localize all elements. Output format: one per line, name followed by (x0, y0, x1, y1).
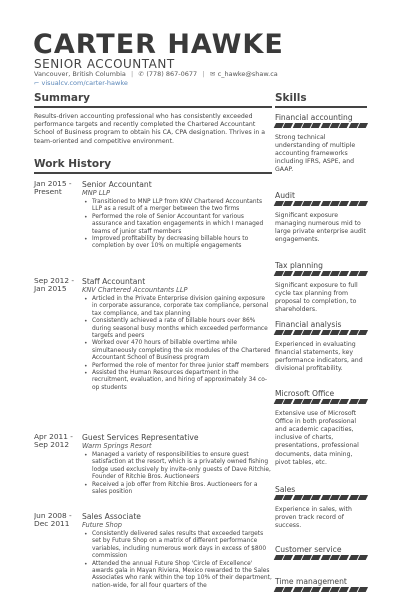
email-icon: ✉ (209, 70, 216, 78)
job-bullet: • Worked over 470 hours of billable overtime while simultaneously completing the six modules of the Chartered Accountant School of Business program (82, 340, 272, 362)
skills-rule (275, 106, 367, 108)
skill-level-segment (339, 123, 349, 128)
job-role: Guest Services Representative (82, 433, 199, 442)
skill-level-segment (358, 399, 368, 404)
job-bullet: • Consistently delivered sales results that exceeded targets set by Future Shop on a matrix of different performance variables, including numerous work days in excess of $800 commission (82, 531, 272, 561)
skill-level-segment (311, 330, 321, 335)
skill-level-segment (358, 123, 368, 128)
job-entry (34, 512, 276, 600)
job-bullet: • Consistently achieved a rate of billable hours over 86% during seasonal busy months which exceeded performance targets and peers (82, 318, 272, 340)
job-entry (34, 180, 276, 270)
summary-rule (34, 106, 272, 108)
skill-level-segment (311, 555, 321, 560)
summary-heading: Summary (34, 92, 91, 104)
separator: | (131, 70, 134, 78)
skill-description: Significant exposure managing numerous mid to large private enterprise audit engagements. (275, 211, 366, 244)
phone-text: (778) 867-0677 (146, 70, 198, 78)
skill-description: Experience in sales, with proven track record of success. (275, 505, 352, 529)
skill-level-bar (275, 201, 367, 206)
job-bullet: • Received a job offer from Ritchie Bros. Auctioneers for a sales position (82, 482, 272, 497)
skill-level-segment (283, 399, 293, 404)
work-history-heading: Work History (34, 158, 112, 170)
skill-level-segment (283, 495, 293, 500)
skill-level-segment (311, 271, 321, 276)
skill-level-bar (275, 123, 367, 128)
job-company: MNP LLP (82, 189, 111, 197)
skill-level-bar (275, 495, 367, 500)
job-dates: Apr 2011 - Sep 2012 (34, 432, 73, 450)
skill-item (275, 113, 367, 175)
email-link[interactable]: c_hawke@shaw.ca (217, 70, 278, 78)
skill-level-segment (339, 587, 349, 592)
skill-item (275, 191, 367, 244)
skill-description: Experienced in evaluating financial statements, key performance indicators, and divisional profitability. (275, 340, 363, 373)
skill-level-segment (311, 399, 321, 404)
skill-level-segment (358, 201, 368, 206)
skill-item (275, 577, 367, 592)
phone-icon: ✆ (138, 70, 144, 78)
skill-item (275, 389, 367, 467)
job-bullets (82, 296, 272, 392)
skill-name: Microsoft Office (275, 389, 335, 398)
skill-level-bar (275, 330, 367, 335)
skill-level-segment (311, 123, 321, 128)
skills-heading: Skills (275, 92, 307, 104)
location-text: Vancouver, British Columbia (34, 70, 126, 78)
website-line (34, 79, 128, 87)
summary-text: Results-driven accounting professional who has consistently exceeded performance targets and recently completed the Chartered Accountant School of Business program to obtain his CA, CPA designation. Thrives in a team-oriented and competitive environment. (34, 113, 266, 145)
job-bullets (82, 531, 272, 590)
skill-level-bar (275, 555, 367, 560)
job-bullets (82, 199, 272, 251)
job-entry (34, 433, 276, 508)
skill-level-segment (358, 555, 368, 560)
skill-description: Strong technical understanding of multiple accounting frameworks including IFRS, ASPE, and GAAP. (275, 133, 356, 174)
contact-line (34, 70, 278, 78)
skill-description: Extensive use of Microsoft Office in both professional and academic capacities, inclusive of charts, presentations, professional documents, data mining, pivot tables, etc. (275, 409, 359, 466)
skill-name: Customer service (275, 545, 342, 554)
skill-name: Tax planning (275, 261, 323, 270)
skill-item (275, 485, 367, 530)
skill-name: Time management (275, 577, 347, 586)
skill-level-segment (339, 330, 349, 335)
job-role: Sales Associate (82, 512, 141, 521)
skill-level-segment (311, 495, 321, 500)
separator: | (202, 70, 205, 78)
candidate-name: CARTER HAWKE (33, 29, 284, 60)
job-bullet: • Managed a variety of responsibilities to ensure guest satisfaction at the resort, which is a privately owned fishing lodge used exclusively by invite-only guests of Dave Ritchie, Founder of Ritchie Bros. Auctioneers (82, 452, 272, 482)
work-history-rule (34, 172, 272, 174)
job-bullet: • Attended the annual Future Shop 'Circle of Excellence' awards gala in Mayan Riviera, Mexico rewarded to the Sales Associates who rank within the top 10% of their department, nation-wide, for all four quarters of the (82, 561, 272, 591)
skill-level-segment (358, 495, 368, 500)
skill-level-bar (275, 587, 367, 592)
link-icon: ⌐ (34, 79, 40, 87)
skill-name: Sales (275, 485, 296, 494)
job-bullet: • Performed the role of mentor for three junior staff members (82, 363, 272, 370)
skill-item (275, 261, 367, 314)
job-dates: Jan 2015 - Present (34, 179, 72, 197)
skill-level-segment (311, 587, 321, 592)
skill-description: Significant exposure to full cycle tax planning from proposal to completion, to shareholders. (275, 281, 358, 314)
job-role: Senior Accountant (82, 180, 152, 189)
skill-level-segment (283, 555, 293, 560)
skill-level-bar (275, 271, 367, 276)
skill-level-segment (311, 201, 321, 206)
skill-level-segment (358, 330, 368, 335)
job-bullet: • Assisted the Human Resources department in the recruitment, evaluation, and hiring of approximately 34 co-op students (82, 370, 272, 392)
skill-level-segment (339, 495, 349, 500)
job-company: Warm Springs Resort (82, 442, 152, 450)
job-company: KNV Chartered Accountants LLP (82, 286, 188, 294)
job-dates: Jun 2008 - Dec 2011 (34, 512, 72, 529)
skill-item (275, 545, 367, 560)
job-company: Future Shop (82, 521, 122, 529)
job-role: Staff Accountant (82, 277, 146, 286)
skill-level-segment (283, 123, 293, 128)
skill-level-bar (275, 399, 367, 404)
website-link[interactable]: visualcv.com/carter-hawke (41, 79, 128, 87)
skill-name: Audit (275, 191, 295, 200)
skill-level-segment (283, 201, 293, 206)
job-title: SENIOR ACCOUNTANT (34, 57, 175, 71)
skill-item (275, 320, 367, 373)
skill-level-segment (339, 399, 349, 404)
skill-level-segment (283, 587, 293, 592)
skill-level-segment (358, 587, 368, 592)
skill-level-segment (339, 555, 349, 560)
job-bullet: • Transitioned to MNP LLP from KNV Chartered Accountants LLP as a result of a merger between the two firms (82, 199, 272, 214)
skill-level-segment (339, 201, 349, 206)
skill-level-segment (358, 271, 368, 276)
skill-level-segment (283, 330, 293, 335)
job-dates: Sep 2012 - Jan 2015 (34, 276, 75, 294)
job-entry (34, 277, 276, 427)
job-bullet: • Improved profitability by decreasing billable hours to completion by over 10% on multiple engagements (82, 236, 272, 251)
job-bullet: • Articled in the Private Enterprise division gaining exposure in corporate assurance, corporate tax compliance, personal tax compliance, and tax planning (82, 296, 272, 318)
skill-level-segment (283, 271, 293, 276)
skill-level-segment (339, 271, 349, 276)
skill-name: Financial accounting (275, 113, 353, 122)
job-bullet: • Performed the role of Senior Accountant for various assurance and taxation engagements in which I managed teams of junior staff members (82, 214, 272, 236)
job-bullets (82, 452, 272, 496)
skill-name: Financial analysis (275, 320, 342, 329)
